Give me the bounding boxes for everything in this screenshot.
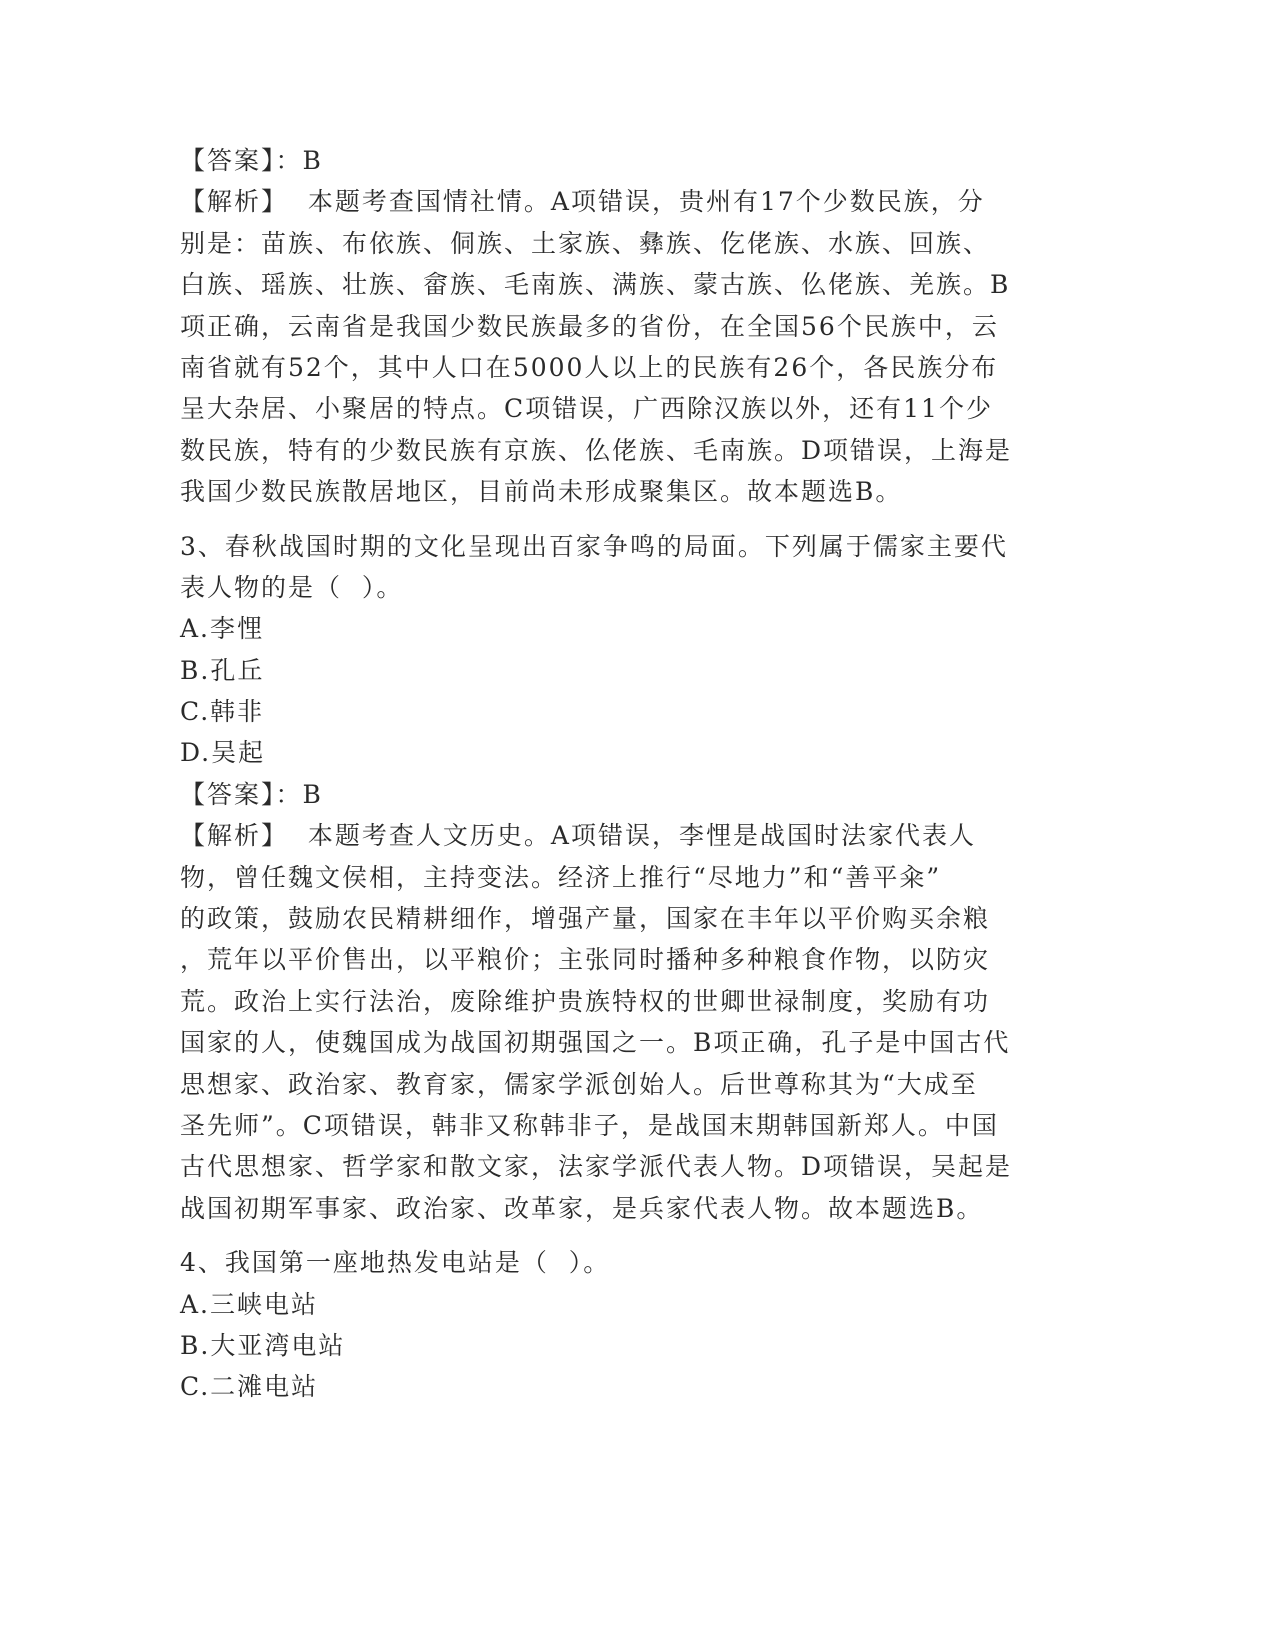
q2-analysis-line: 项正确，云南省是我国少数民族最多的省份，在全国56个民族中，云 [180,311,999,341]
q3-answer: 【答案】：B [180,779,323,809]
q3-option-c: C.韩非 [180,697,265,727]
q4-option-c: C.二滩电站 [180,1372,319,1402]
q3-analysis-line: 圣先师”。C项错误，韩非又称韩非子，是战国末期韩国新郑人。中国 [180,1110,999,1140]
q2-analysis-line: 呈大杂居、小聚居的特点。C项错误，广西除汉族以外，还有11个少 [180,394,993,424]
q3-stem-line: 3、春秋战国时期的文化呈现出百家争鸣的局面。下列属于儒家主要代 [180,531,1008,561]
q3-analysis-line: 国家的人，使魏国成为战国初期强国之一。B项正确，孔子是中国古代 [180,1028,1011,1058]
q4-option-b: B.大亚湾电站 [180,1330,346,1360]
q3-option-b: B.孔丘 [180,655,265,685]
q3-option-a: A.李悝 [180,614,265,644]
q4-stem: 4、我国第一座地热发电站是（ ）。 [180,1248,611,1278]
q3-analysis-line: 战国初期军事家、政治家、改革家，是兵家代表人物。故本题选B。 [180,1193,984,1223]
q3-analysis-line: 物，曾任魏文侯相，主持变法。经济上推行“尽地力”和“善平籴” [180,862,942,892]
q3-stem-line: 表人物的是（ ）。 [180,572,404,602]
q4-option-a: A.三峡电站 [180,1289,319,1319]
q3-analysis-line: 【解析】 本题考查人文历史。A项错误，李悝是战国时法家代表人 [180,821,976,851]
q2-analysis-line: 数民族，特有的少数民族有京族、仫佬族、毛南族。D项错误，上海是 [180,435,1013,465]
q3-analysis-line: 思想家、政治家、教育家，儒家学派创始人。后世尊称其为“大成至 [180,1069,978,1099]
q3-analysis-line: 的政策，鼓励农民精耕细作，增强产量，国家在丰年以平价购买余粮 [180,904,991,934]
q3-analysis-line: 荒。政治上实行法治，废除维护贵族特权的世卿世禄制度，奖励有功 [180,986,991,1016]
q2-analysis-line: 白族、瑶族、壮族、畲族、毛南族、满族、蒙古族、仫佬族、羌族。B [180,270,1011,300]
q2-answer: 【答案】：B [180,146,323,175]
q3-analysis-line: 古代思想家、哲学家和散文家，法家学派代表人物。D项错误，吴起是 [180,1152,1013,1182]
q2-analysis-line: 【解析】 本题考查国情社情。A项错误，贵州有17个少数民族，分 [180,187,985,217]
document-page [180,140,1060,1408]
q3-option-d: D.吴起 [180,738,266,768]
q3-analysis-line: ，荒年以平价售出，以平粮价；主张同时播种多种粮食作物，以防灾 [180,945,991,975]
q2-analysis-line: 我国少数民族散居地区，目前尚未形成聚集区。故本题选B。 [180,477,903,507]
q2-analysis-line: 别是：苗族、布依族、侗族、土家族、彝族、仡佬族、水族、回族、 [180,228,991,258]
q2-analysis-line: 南省就有52个，其中人口在5000人以上的民族有26个，各民族分布 [180,352,999,382]
